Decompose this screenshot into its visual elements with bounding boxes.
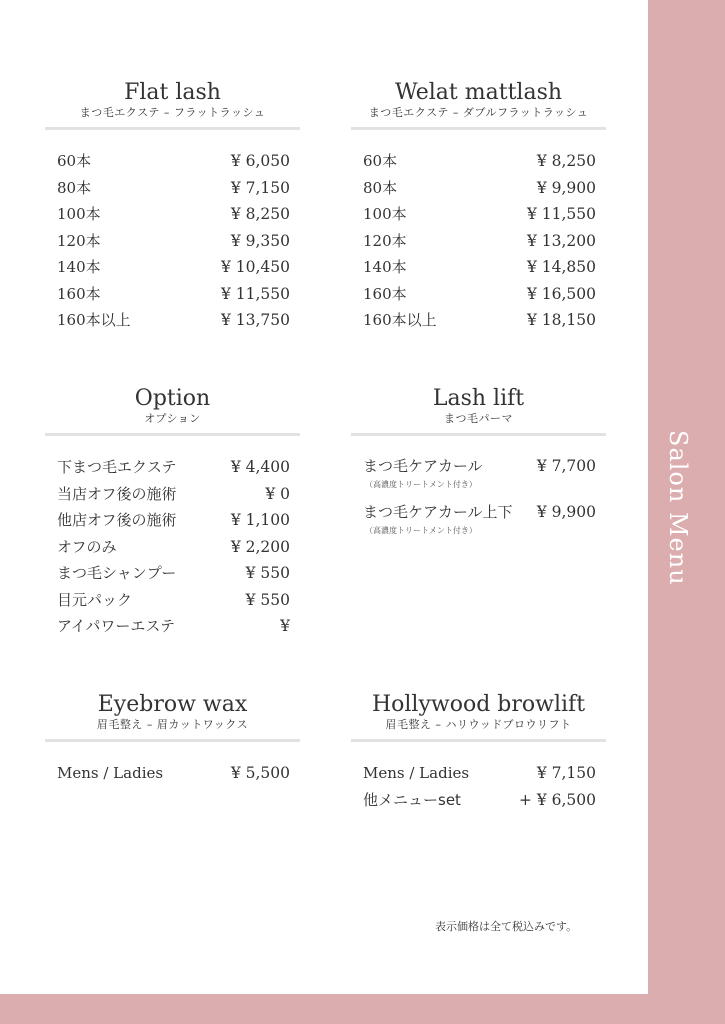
- section-subtitle: オプション: [144, 412, 201, 425]
- item-label: 140本: [363, 258, 407, 276]
- item-price: ¥ 8,250: [536, 152, 596, 170]
- item-label: 160本以上: [363, 311, 437, 329]
- price-row: [363, 760, 596, 787]
- item-label: Mens / Ladies: [57, 764, 164, 782]
- item-price: ¥ 4,400: [230, 458, 290, 476]
- item-label: 60本: [363, 152, 398, 170]
- item-label: 80本: [363, 178, 398, 197]
- price-row: [363, 254, 596, 281]
- price-row: [57, 760, 290, 787]
- section-subtitle: まつ毛エクステ – フラットラッシュ: [79, 106, 266, 119]
- section-title: Flat lash: [124, 80, 221, 105]
- item-price: ¥ 11,550: [220, 284, 290, 303]
- section-title: Welat mattlash: [394, 80, 563, 105]
- item-price: + ¥ 6,500: [518, 790, 596, 809]
- price-row: [57, 281, 290, 308]
- price-row: [57, 507, 290, 534]
- item-label: 当店オフ後の施術: [57, 484, 177, 503]
- item-label: 100本: [363, 205, 407, 223]
- item-price: ¥ 13,750: [220, 311, 290, 329]
- item-label: 80本: [57, 178, 92, 197]
- price-row: [363, 456, 596, 502]
- item-label: 100本: [57, 205, 101, 223]
- item-price: ¥ 13,200: [526, 231, 596, 250]
- item-label: 140本: [57, 258, 101, 276]
- item-price: ¥ 10,450: [220, 258, 290, 276]
- item-note: （高濃度トリートメント付き）: [365, 526, 477, 535]
- item-label: 60本: [57, 152, 92, 170]
- price-row: [57, 307, 290, 334]
- side-title: Salon Menu: [664, 430, 692, 586]
- section-subtitle: まつ毛エクステ – ダブルフラットラッシュ: [368, 106, 589, 119]
- item-price: ¥: [280, 617, 290, 635]
- section-divider: [45, 127, 300, 130]
- price-row: [363, 201, 596, 228]
- price-row: [57, 534, 290, 561]
- section-flat-lash: [45, 80, 300, 334]
- section-divider: [351, 433, 606, 436]
- section-divider: [45, 739, 300, 742]
- section-title: Option: [134, 386, 211, 411]
- price-row: [57, 254, 290, 281]
- item-price: ¥ 7,150: [536, 764, 596, 782]
- price-row: [57, 560, 290, 587]
- item-price: ¥ 8,250: [230, 205, 290, 223]
- item-label: 120本: [363, 231, 407, 250]
- item-note: （高濃度トリートメント付き）: [365, 480, 477, 489]
- price-row: [57, 201, 290, 228]
- item-price: ¥ 18,150: [526, 311, 596, 329]
- section-title: Eyebrow wax: [97, 692, 248, 717]
- item-label: まつ毛シャンプー: [57, 564, 177, 582]
- item-label: まつ毛ケアカール: [363, 457, 483, 475]
- item-price: ¥ 9,900: [536, 178, 596, 197]
- item-price: ¥ 11,550: [526, 205, 596, 223]
- item-label: Mens / Ladies: [363, 764, 470, 782]
- price-row: [363, 502, 596, 548]
- price-row: [57, 454, 290, 481]
- item-price: ¥ 1,100: [230, 511, 290, 529]
- item-price: ¥ 0: [265, 484, 290, 503]
- item-price: ¥ 14,850: [526, 258, 596, 276]
- item-price: ¥ 9,350: [230, 231, 290, 250]
- price-row: [363, 175, 596, 202]
- item-price: ¥ 16,500: [526, 284, 596, 303]
- item-label: 160本: [57, 284, 101, 303]
- price-row: [57, 481, 290, 508]
- item-price: ¥ 7,700: [536, 457, 596, 475]
- section-hollywood-browlift: [351, 692, 606, 813]
- section-title: Lash lift: [432, 386, 525, 411]
- item-label: アイパワーエステ: [57, 617, 176, 635]
- item-label: オフのみ: [57, 537, 117, 556]
- price-row: [363, 228, 596, 255]
- section-option: [45, 386, 300, 640]
- item-price: ¥ 9,900: [536, 503, 596, 521]
- item-price: ¥ 7,150: [230, 178, 290, 197]
- price-row: [57, 228, 290, 255]
- item-label: 120本: [57, 231, 101, 250]
- section-welat-mattlash: [351, 80, 606, 334]
- item-price: ¥ 2,200: [230, 537, 290, 556]
- section-lash-lift: [351, 386, 606, 548]
- section-subtitle: 眉毛整え – ハリウッドブロウリフト: [385, 718, 572, 731]
- price-row: [57, 613, 290, 640]
- item-label: 下まつ毛エクステ: [57, 458, 177, 476]
- section-title: Hollywood browlift: [371, 692, 586, 717]
- section-divider: [351, 739, 606, 742]
- section-divider: [45, 433, 300, 436]
- price-row: [57, 175, 290, 202]
- section-subtitle: 眉毛整え – 眉カットワックス: [96, 718, 249, 731]
- item-price: ¥ 6,050: [230, 152, 290, 170]
- item-label: 160本以上: [57, 311, 131, 329]
- item-label: 他店オフ後の施術: [57, 511, 177, 529]
- price-row: [363, 307, 596, 334]
- price-row: [57, 148, 290, 175]
- price-row: [57, 587, 290, 614]
- item-label: 160本: [363, 284, 407, 303]
- price-row: [363, 787, 596, 814]
- item-label: まつ毛ケアカール上下: [363, 503, 513, 521]
- item-price: ¥ 550: [245, 590, 290, 609]
- section-subtitle: まつ毛パーマ: [444, 412, 513, 425]
- item-label: 目元パック: [57, 590, 133, 609]
- tax-note: 表示価格は全て税込みです。: [435, 920, 578, 933]
- item-label: 他メニューset: [363, 790, 461, 809]
- price-row: [363, 148, 596, 175]
- item-price: ¥ 5,500: [230, 764, 290, 782]
- item-price: ¥ 550: [245, 564, 290, 582]
- section-divider: [351, 127, 606, 130]
- price-row: [363, 281, 596, 308]
- section-eyebrow-wax: [45, 692, 300, 787]
